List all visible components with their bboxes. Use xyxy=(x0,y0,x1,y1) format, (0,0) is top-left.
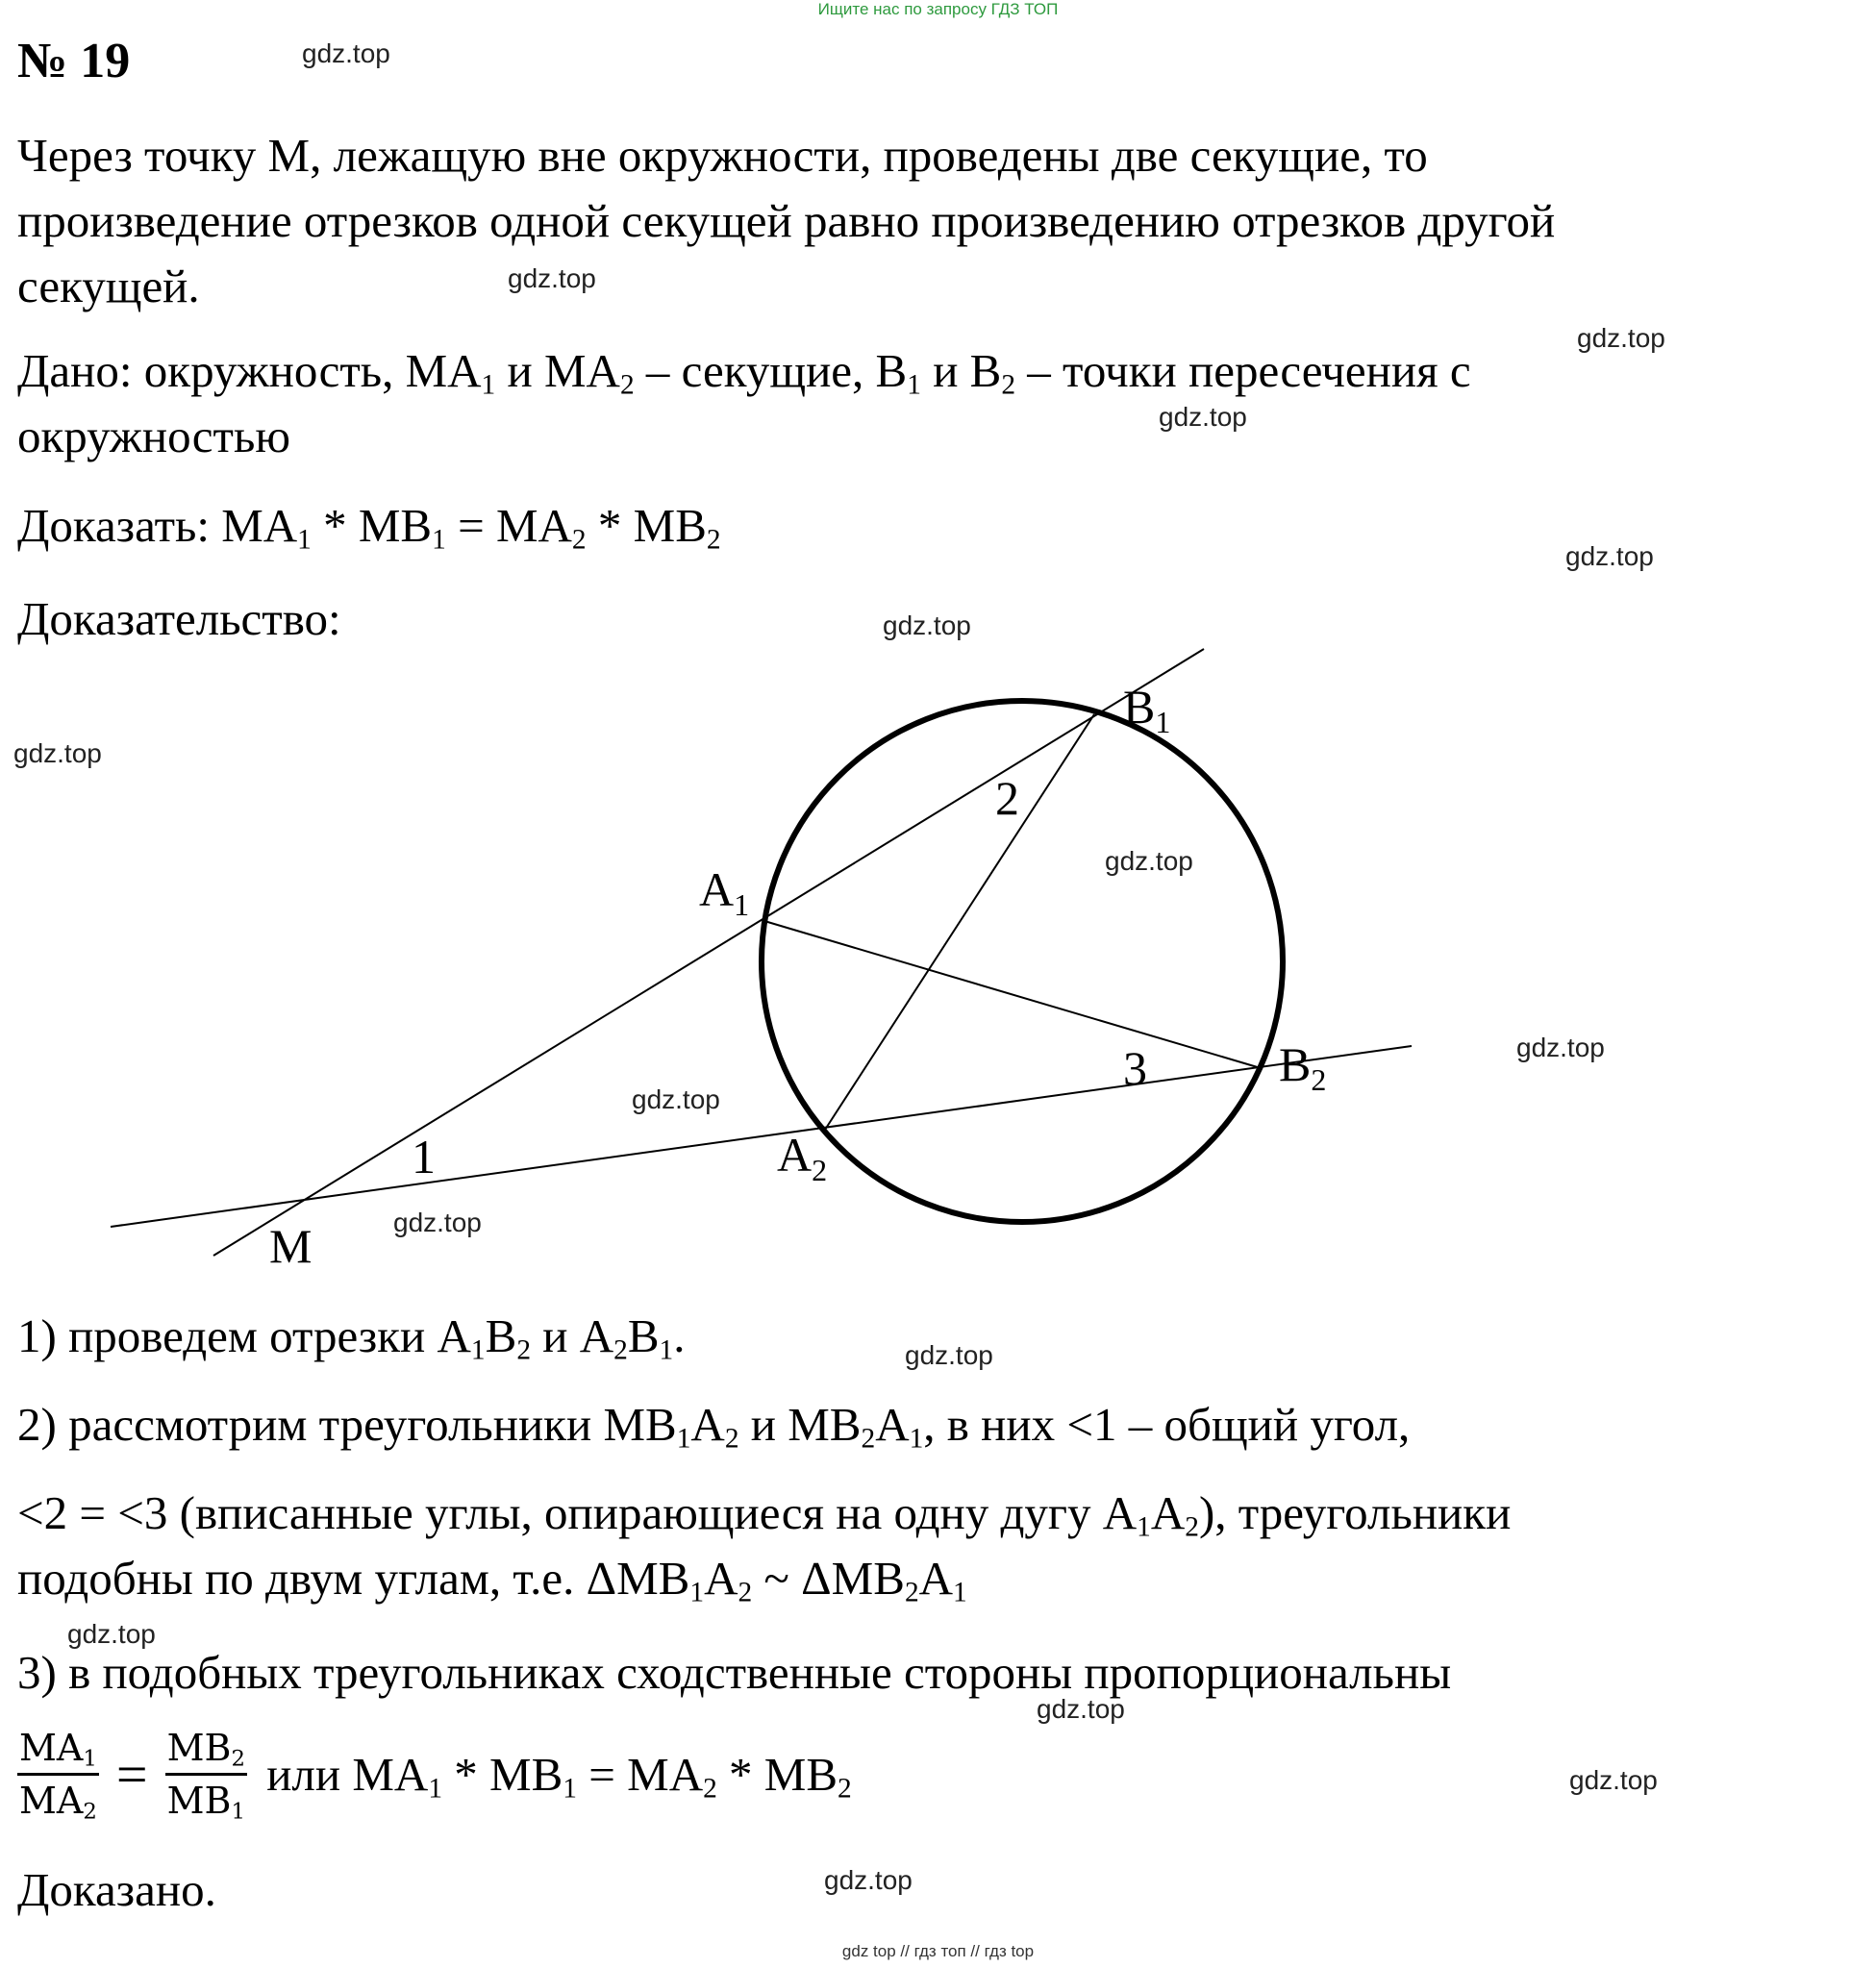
prove-line: Доказать: $MA_1 * MB_1 = MA_2 * MB_2$ xyxy=(17,499,721,556)
geometry-figure xyxy=(0,635,1876,1288)
given-line-1: Дано: окружность, $MA_1$ и $MA_2$ – секущие, $B_1$ и $B_2$ – точки пересечения с xyxy=(17,344,1471,401)
angle-3-label: 3 xyxy=(1123,1041,1147,1095)
step-3: 3) в подобных треугольниках сходственные стороны пропорциональны xyxy=(17,1646,1452,1699)
watermark: gdz.top xyxy=(393,1208,482,1237)
watermark: gdz.top xyxy=(1105,846,1193,876)
watermark: gdz.top xyxy=(632,1084,720,1114)
watermark: gdz.top xyxy=(905,1340,993,1370)
fraction-right-numerator: $MB_2$ xyxy=(165,1727,247,1776)
segment-a2b1 xyxy=(825,714,1094,1130)
label-a2: $A_2$ xyxy=(777,1128,828,1187)
circle xyxy=(762,701,1283,1222)
watermark: gdz.top xyxy=(1569,1765,1658,1795)
label-m: M xyxy=(269,1219,313,1273)
step-1: 1) проведем отрезки $A_1B_2$ и $A_2B_1$. xyxy=(17,1309,686,1366)
watermark: gdz.top xyxy=(1516,1033,1605,1062)
statement-line-1: Через точку M, лежащую вне окружности, проведены две секущие, то xyxy=(17,129,1428,182)
angle-2-label: 2 xyxy=(995,771,1019,825)
bottom-watermark-banner: gdz top // гдз топ // гдз top xyxy=(841,1942,1035,1960)
proportion-equation: $\frac{MA_1}{MA_2}$ = $\frac{MB_2}{MB_1}$ или $MA_1 * MB_1 = MA_2 * MB_2$ xyxy=(19,1727,852,1825)
segment-a1b2 xyxy=(764,921,1261,1068)
statement-line-3: секущей. xyxy=(17,260,200,312)
watermark: gdz.top xyxy=(1037,1694,1125,1724)
watermark: gdz.top xyxy=(824,1865,913,1895)
proof-heading: Доказательство: xyxy=(17,592,341,645)
fraction-left xyxy=(17,1727,99,1825)
problem-number: № 19 xyxy=(17,34,131,88)
given-line-2: окружностью xyxy=(17,410,290,462)
fraction-left-denominator: $MA_2$ xyxy=(19,1780,97,1825)
fraction-right-denominator: $MB_1$ xyxy=(166,1780,245,1825)
statement-line-2: произведение отрезков одной секущей равно произведению отрезков другой xyxy=(17,194,1556,247)
step-2: 2) рассмотрим треугольники $MB_1A_2$ и $MB_2A_1$, в них <1 – общий угол, xyxy=(17,1398,1411,1455)
watermark: gdz.top xyxy=(67,1619,156,1649)
watermark: gdz.top xyxy=(1159,402,1247,432)
conclusion-equation: или $MA_1 * MB_1 = MA_2 * MB_2$ xyxy=(266,1748,852,1805)
label-b1: $B_1$ xyxy=(1123,680,1171,739)
secant-ma1 xyxy=(213,649,1204,1256)
step-2-similarity: подобны по двум углам, т.е. $\Delta MB_1A_2$ ~ $\Delta MB_2A_1$ xyxy=(17,1552,967,1608)
fraction-left-numerator: $MA_1$ xyxy=(17,1727,99,1776)
watermark: gdz.top xyxy=(508,263,596,293)
watermark: gdz.top xyxy=(302,38,390,68)
proved-label: Доказано. xyxy=(17,1863,216,1916)
label-a1: $A_1$ xyxy=(699,862,750,922)
step-2-continued: <2 = <3 (вписанные углы, опирающиеся на одну дугу $A_1A_2$), треугольники xyxy=(17,1486,1512,1543)
label-b2: $B_2$ xyxy=(1279,1037,1327,1097)
top-search-banner: Ищите нас по запросу ГДЗ ТОП xyxy=(817,0,1059,18)
watermark: gdz.top xyxy=(883,610,971,640)
watermark: gdz.top xyxy=(1577,323,1665,353)
fraction-right xyxy=(165,1727,247,1825)
angle-1-label: 1 xyxy=(412,1130,436,1183)
watermark: gdz.top xyxy=(1565,541,1654,571)
watermark: gdz.top xyxy=(13,738,102,768)
